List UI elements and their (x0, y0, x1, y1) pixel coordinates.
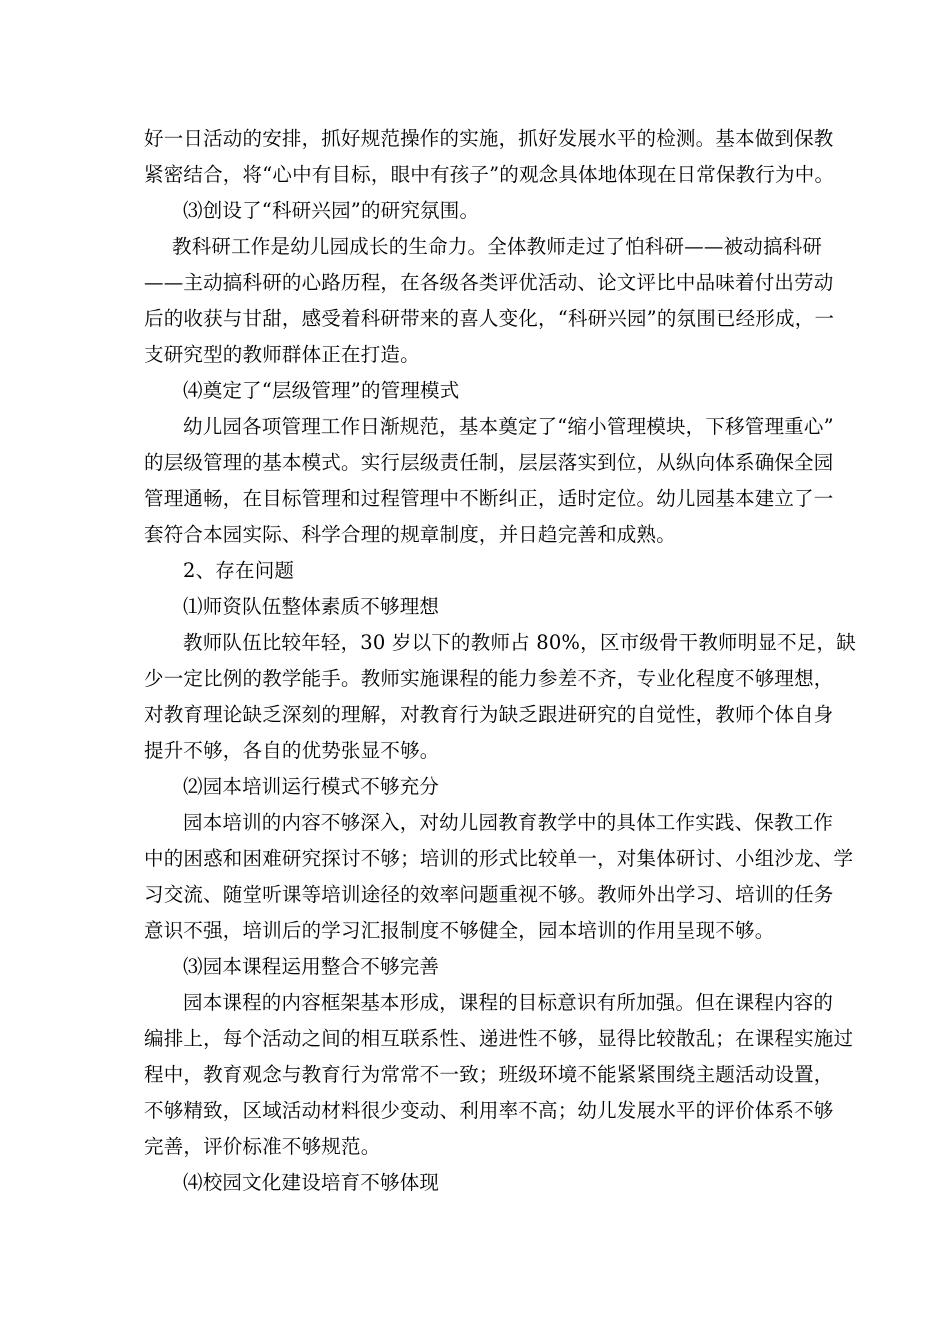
text-line: 园本培训的内容不够深入，对幼儿园教育教学中的具体工作实践、保教工作 (183, 811, 834, 834)
text-line: 园本课程的内容框架基本形成，课程的目标意识有所加强。但在课程内容的 (183, 991, 834, 1014)
section-heading: ⑶园本课程运用整合不够完善 (183, 955, 440, 978)
text-line: 套符合本园实际、科学合理的规章制度，并日趋完善和成熟。 (144, 523, 676, 546)
section-heading: ⑵园本培训运行模式不够充分 (183, 775, 440, 798)
text-line: 管理通畅，在目标管理和过程管理中不断纠正，适时定位。幼儿园基本建立了一 (144, 487, 834, 510)
text-line: 教师队伍比较年轻，30 岁以下的教师占 80%，区市级骨干教师明显不足，缺 (183, 631, 856, 654)
text-line: 少一定比例的教学能手。教师实施课程的能力参差不齐，专业化程度不够理想， (144, 667, 834, 690)
text-line: 不够精致，区域活动材料很少变动、利用率不高；幼儿发展水平的评价体系不够 (144, 1099, 834, 1122)
section-heading: ⑷奠定了“层级管理”的管理模式 (183, 379, 460, 402)
text-line: 中的困惑和困难研究探讨不够；培训的形式比较单一，对集体研讨、小组沙龙、学 (144, 847, 854, 870)
text-line: 后的收获与甘甜，感受着科研带来的喜人变化，“科研兴园”的氛围已经形成，一 (144, 307, 835, 330)
text-line: 紧密结合，将“心中有目标，眼中有孩子”的观念具体地体现在日常保教行为中。 (144, 163, 835, 186)
text-line: ——主动搞科研的心路历程，在各级各类评优活动、论文评比中品味着付出劳动 (144, 271, 834, 294)
text-line: 好一日活动的安排，抓好规范操作的实施，抓好发展水平的检测。基本做到保教 (144, 127, 834, 150)
text-line: 对教育理论缺乏深刻的理解，对教育行为缺乏跟进研究的自觉性，教师个体自身 (144, 703, 834, 726)
section-heading: ⑶创设了“科研兴园”的研究氛围。 (183, 199, 480, 222)
text-line: 的层级管理的基本模式。实行层级责任制，层层落实到位，从纵向体系确保全园 (144, 451, 834, 474)
section-heading: ⑴师资队伍整体素质不够理想 (183, 595, 440, 618)
text-line: 程中，教育观念与教育行为常常不一致；班级环境不能紧紧围绕主题活动设置， (144, 1063, 834, 1086)
text-line: 编排上，每个活动之间的相互联系性、递进性不够，显得比较散乱；在课程实施过 (144, 1027, 854, 1050)
text-line: 提升不够，各自的优势张显不够。 (144, 739, 440, 762)
text-line: 支研究型的教师群体正在打造。 (144, 343, 420, 366)
text-line: 习交流、随堂听课等培训途径的效率问题重视不够。教师外出学习、培训的任务 (144, 883, 834, 906)
section-heading: 2、存在问题 (183, 559, 295, 582)
text-line: 教科研工作是幼儿园成长的生命力。全体教师走过了怕科研——被动搞科研 (172, 235, 823, 258)
section-heading: ⑷校园文化建设培育不够体现 (183, 1171, 440, 1194)
text-line: 完善，评价标准不够规范。 (144, 1135, 381, 1158)
text-line: 幼儿园各项管理工作日渐规范，基本奠定了“缩小管理模块，下移管理重心” (183, 415, 834, 438)
text-line: 意识不强，培训后的学习汇报制度不够健全，园本培训的作用呈现不够。 (144, 919, 775, 942)
